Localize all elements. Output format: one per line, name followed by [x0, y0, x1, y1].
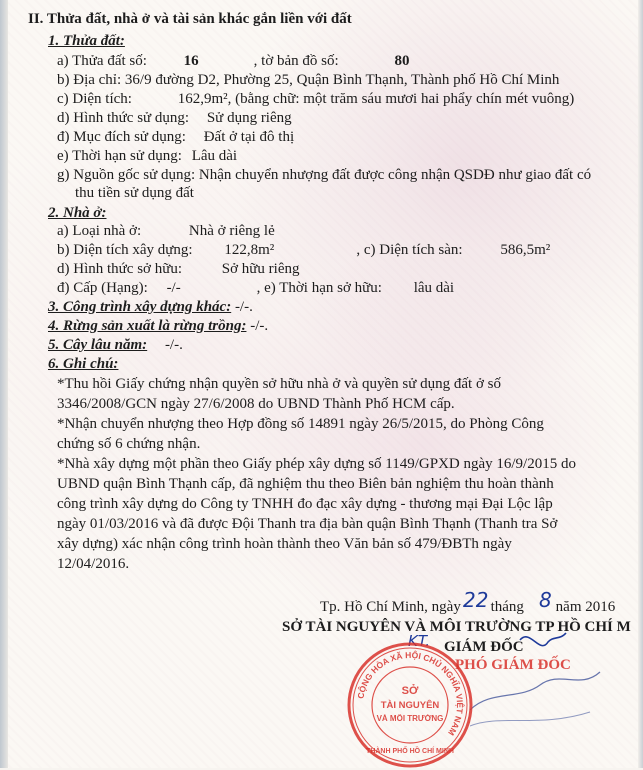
- note-line: *Thu hồi Giấy chứng nhận quyền sở hữu nhà ở và quyền sử dụng đất ở số: [57, 376, 501, 392]
- director-title: GIÁM ĐỐC: [444, 639, 524, 655]
- note-line: ngày 01/03/2016 và đã được Đội Thanh tra địa bàn quận Bình Thạnh (Thanh tra Sở: [57, 516, 558, 532]
- origin-line-2: thu tiền sử dụng đất: [75, 185, 194, 201]
- area-value: 162,9m², (bằng chữ: một trăm sáu mươi hai phẩy chín mét vuông): [177, 91, 575, 107]
- address-line: b) Địa chỉ: 36/9 đường D2, Phường 25, Quận Bình Thạnh, Thành phố Hồ Chí Minh: [57, 72, 560, 88]
- notes-heading: 6. Ghi chú:: [48, 356, 119, 372]
- perennial-trees-label: 5. Cây lâu năm:: [48, 337, 148, 353]
- usage-purpose-label: đ) Mục đích sử dụng:: [57, 129, 186, 145]
- land-parcel-heading: 1. Thửa đất:: [48, 33, 125, 49]
- area-label: c) Diện tích:: [57, 91, 132, 107]
- seal-center-line-1: SỞ: [401, 685, 419, 697]
- signature-scribble: [470, 672, 600, 710]
- usage-term-label: e) Thời hạn sử dụng:: [57, 148, 182, 164]
- seal-center-line-2: TÀI NGUYÊN: [380, 700, 440, 711]
- year-label: năm 2016: [555, 599, 616, 615]
- map-sheet-label: , tờ bản đồ số:: [253, 53, 339, 69]
- signature-flourish: [520, 633, 566, 646]
- ownership-form-label: d) Hình thức sở hữu:: [57, 261, 183, 277]
- seal-ring-text: CỘNG HÒA XÃ HỘI CHỦ NGHĨA VIỆT NAM: [355, 649, 466, 738]
- planted-forest-value: -/-.: [250, 318, 269, 334]
- note-line: *Nhà xây dựng một phần theo Giấy phép xây dựng số 1149/GPXD ngày 16/9/2015 do: [57, 456, 576, 472]
- perennial-trees-value: -/-.: [164, 337, 183, 353]
- planted-forest-label: 4. Rừng sản xuất là rừng trồng:: [48, 318, 247, 334]
- deputy-director-stamp: PHÓ GIÁM ĐỐC: [455, 657, 571, 673]
- map-sheet-value: 80: [394, 53, 410, 69]
- month-label: tháng: [490, 599, 524, 615]
- house-heading: 2. Nhà ở:: [48, 205, 107, 221]
- note-line: 12/04/2016.: [57, 556, 130, 572]
- note-line: xây dựng) xác nhận công trình hoàn thành theo Văn bản số 479/ĐBTh ngày: [57, 536, 512, 552]
- other-construction-label: 3. Công trình xây dựng khác:: [48, 299, 232, 315]
- seal-center-line-3: VÀ MÔI TRƯỜNG: [376, 714, 444, 723]
- seal-bottom-text: THÀNH PHỐ HỒ CHÍ MINH: [366, 748, 454, 755]
- floor-area-label: , c) Diện tích sàn:: [356, 242, 463, 258]
- grade-label: đ) Cấp (Hạng):: [57, 280, 148, 296]
- house-type-label: a) Loại nhà ở:: [57, 223, 142, 239]
- note-line: chứng số 6 chứng nhận.: [57, 436, 201, 452]
- handwritten-day: 22: [463, 588, 489, 612]
- ownership-term-label: , e) Thời hạn sở hữu:: [256, 280, 382, 296]
- house-type-value: Nhà ở riêng lẻ: [188, 223, 275, 239]
- usage-term-value: Lâu dài: [191, 148, 238, 164]
- other-construction-value: -/-.: [234, 299, 253, 315]
- usage-form-value: Sử dụng riêng: [206, 110, 292, 126]
- note-line: UBND quận Bình Thạnh cấp, đã nghiệm thu theo Biên bản nghiệm thu hoàn thành: [57, 476, 554, 492]
- ownership-term-value: lâu dài: [413, 280, 455, 296]
- place-label: Tp. Hồ Chí Minh, ngày: [320, 599, 461, 615]
- construction-area-value: 122,8m²: [224, 242, 275, 258]
- handwritten-kt: KT.: [408, 632, 430, 650]
- official-seal: [345, 640, 475, 770]
- agency-name: SỞ TÀI NGUYÊN VÀ MÔI TRƯỜNG TP HỒ CHÍ M: [282, 619, 631, 635]
- section-title: II. Thửa đất, nhà ở và tài sản khác gắn liền với đất: [28, 11, 352, 27]
- construction-area-label: b) Diện tích xây dựng:: [57, 242, 193, 258]
- usage-form-label: d) Hình thức sử dụng:: [57, 110, 190, 126]
- note-line: 3346/2008/GCN ngày 27/6/2008 do UBND Thành Phố HCM cấp.: [57, 396, 455, 412]
- parcel-number-value: 16: [183, 53, 199, 69]
- floor-area-value: 586,5m²: [500, 242, 551, 258]
- grade-value: -/-: [166, 280, 181, 296]
- handwritten-month: 8: [539, 588, 552, 612]
- origin-line-1: g) Nguồn gốc sử dụng: Nhận chuyển nhượng đất được công nhận QSDĐ như giao đất có: [57, 167, 592, 183]
- note-line: *Nhận chuyển nhượng theo Hợp đồng số 14891 ngày 26/5/2015, do Phòng Công: [57, 416, 544, 432]
- parcel-number-label: a) Thửa đất số:: [57, 53, 147, 69]
- signature-underline: [470, 712, 590, 726]
- usage-purpose-value: Đất ở tại đô thị: [203, 129, 295, 145]
- ownership-form-value: Sở hữu riêng: [221, 261, 300, 277]
- note-line: công trình xây dựng do Công ty TNHH đo đạc xây dựng - thương mại Đại Lộc lập: [57, 496, 553, 512]
